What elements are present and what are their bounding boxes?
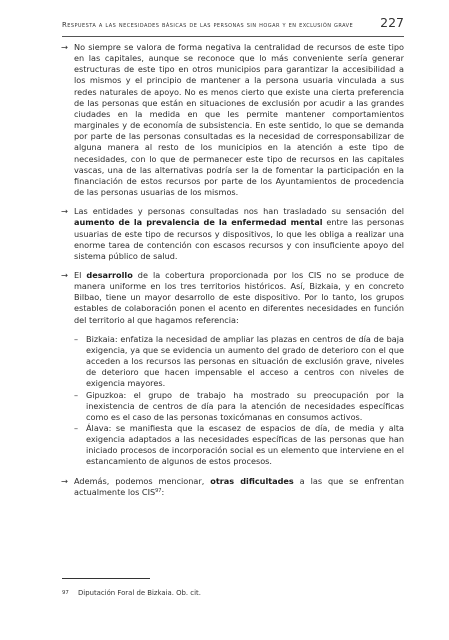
running-title: Respuesta a las necesidades básicas de las personas sin hogar y en exclusión grave (62, 21, 354, 29)
body-text (62, 42, 404, 506)
paragraph-text: de la cobertura proporcionada por los CIS no se produce de manera uniforme en los tres territorios históricos. Así, Bizkaia, y en concreto Bilbao, tiene un mayor desarrollo de este dispositivo. Por lo tanto, los grupos estables de colaboración ponen el acento en diferentes necesidades en función del territorio al que hagamos referencia: (74, 269, 404, 325)
emphasis-text: otras dificultades (210, 475, 294, 486)
emphasis-text: aumento de la prevalencia de la enfermedad mental (74, 217, 323, 228)
paragraph-text: entre las personas usuarias de este tipo de recursos y dispositivos, lo que les obliga a realizar una enorme tarea de contención con escasos recursos y con insuficiente apoyo del sistema público de salud. (74, 217, 404, 261)
paragraph-text: El (74, 269, 87, 280)
footnote-number: 97 (62, 590, 69, 596)
footnote (62, 589, 201, 597)
bullet-paragraph-centralidad (62, 42, 404, 198)
page-number: 227 (380, 15, 404, 30)
footnote-separator (62, 578, 150, 579)
page-header (62, 14, 404, 37)
arrow-bullet-icon: → (61, 42, 69, 52)
bullet-paragraph-dificultades (62, 476, 404, 498)
territory-list (62, 334, 404, 468)
arrow-bullet-icon: → (61, 269, 69, 280)
list-item-text: Álava: se manifiesta que la escasez de espacios de día, de media y alta exigencia adaptados a las necesidades específicas de las personas que han iniciado procesos de incorporación social es un elemento que interviene en el estancamiento de algunos de estos procesos. (86, 423, 404, 467)
dash-marker: – (74, 333, 79, 344)
paragraph-text: a las que se enfrentan actualmente los CIS (74, 475, 404, 497)
list-item (74, 334, 404, 390)
bullet-paragraph-enfermedad-mental (62, 206, 404, 262)
footnote-reference[interactable]: 97 (155, 487, 162, 494)
list-item (74, 390, 404, 423)
arrow-bullet-icon: → (61, 475, 69, 486)
paragraph-text: No siempre se valora de forma negativa la centralidad de recursos de este tipo en las capitales, aunque se reconoce que lo más conveniente sería generar estructuras de este tipo en otros municipios para garantizar la accesibilidad a los mismos y el principio de mantener a la persona usuaria vinculada a sus redes naturales de apoyo. No es menos cierto que existe una cierta preferencia de las personas que están en situaciones de exclusión por acudir a las grandes ciudades en la medida en que les permite mantener comportamientos marginales y de economía de subsistencia. En este sentido, lo que se demanda por parte de las personas consultadas es la necesidad de corresponsabilizar de alguna manera al resto de los municipios en la atención a este tipo de necesidades, con lo que de permanecer este tipo de recursos en las capitales vascas, una de las alternativas podría ser la de fomentar la participación en la financiación de estos recursos por parte de los Ayuntamientos de procedencia de las personas usuarias de los mismos. (74, 42, 404, 198)
dash-marker: – (74, 423, 79, 433)
bullet-paragraph-desarrollo (62, 270, 404, 326)
emphasis-text: desarrollo (86, 269, 133, 280)
list-item (74, 423, 404, 468)
footnote-text: Diputación Foral de Bizkaia. Ob. cit. (78, 589, 201, 597)
dash-marker: – (74, 389, 79, 400)
paragraph-text: : (161, 486, 165, 497)
arrow-bullet-icon: → (61, 206, 69, 217)
list-item-text: Bizkaia: enfatiza la necesidad de ampliar las plazas en centros de día de baja exigencia, ya que se evidencia un aumento del grado de deterioro con el que acceden a los recursos las personas en situación de exclusión grave, niveles de deterioro que hacen impensable el acceso a centros con niveles de exigencia mayores. (86, 333, 404, 389)
paragraph-text: Además, podemos mencionar, (74, 475, 211, 486)
paragraph-text: Las entidades y personas consultadas nos han trasladado su sensación del (74, 206, 404, 217)
list-item-text: Gipuzkoa: el grupo de trabajo ha mostrado su preocupación por la inexistencia de centros de día para la atención de necesidades específicas como es el caso de las personas toxicómanas en consumos activos. (86, 389, 404, 422)
